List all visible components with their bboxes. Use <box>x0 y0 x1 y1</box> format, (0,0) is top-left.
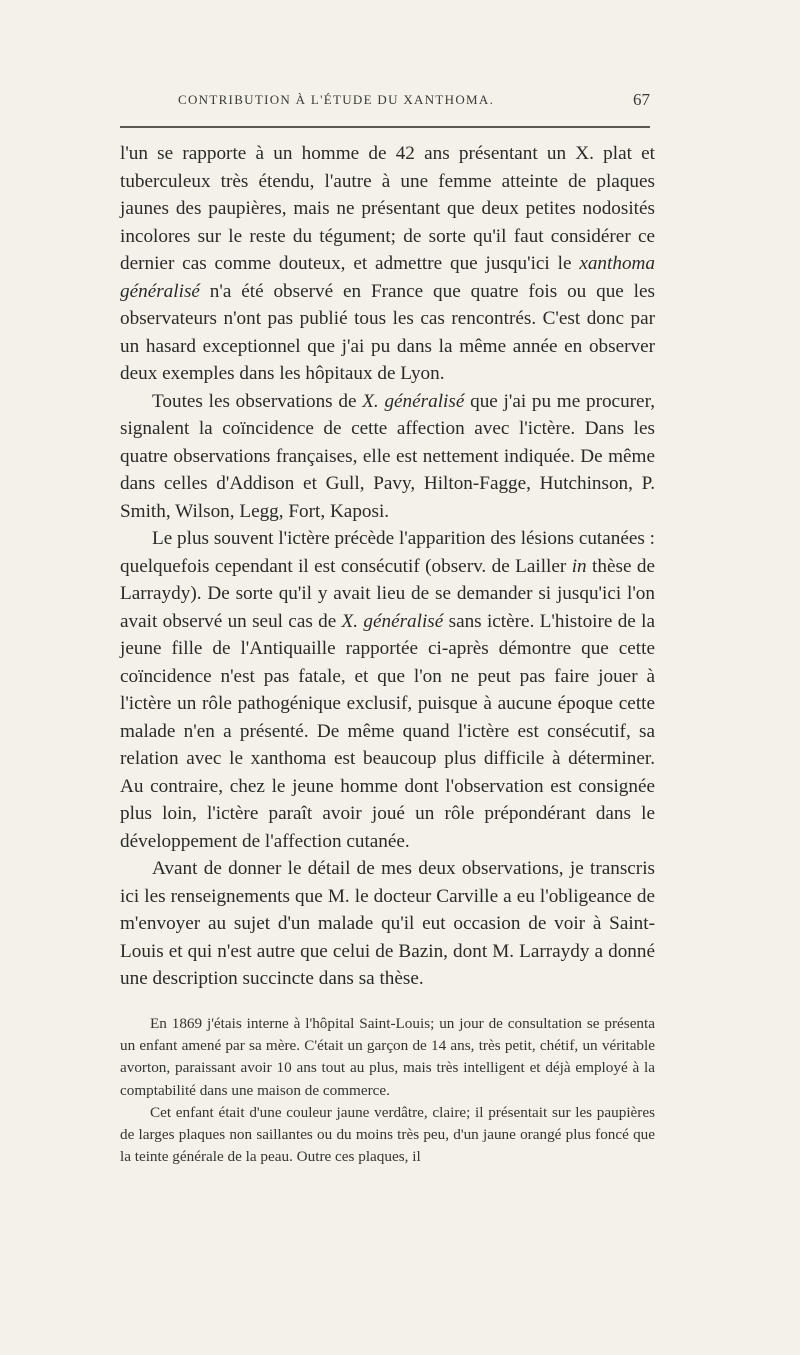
italic-term: X. généralisé <box>341 610 444 632</box>
text-segment: thèse de Larraydy). De sorte qu'il y avait lieu de se demander si jusqu'ici l'on avait observé un seul cas de <box>120 555 655 632</box>
note-paragraph: Cet enfant était d'une couleur jaune verdâtre, claire; il présentait sur les paupières de larges plaques non saillantes ou du moins très peu, d'un jaune orangé plus foncé que la teinte générale de la peau. Outre ces plaques, il <box>120 1103 655 1166</box>
page-header <box>120 92 650 114</box>
paragraph <box>120 388 655 526</box>
page-number: 67 <box>633 90 650 109</box>
note-paragraph: En 1869 j'étais interne à l'hôpital Saint-Louis; un jour de consultation se présenta un enfant amené par sa mère. C'était un garçon de 14 ans, très petit, chétif, un véritable avorton, paraissant avoir 10 ans tout au plus, mais très intelligent et déjà employé à la comptabilité dans une maison de commerce. <box>120 1015 655 1099</box>
text-segment: sans ictère. L'histoire de la jeune fille de l'Antiquaille rapportée ci-après démontre que cette coïncidence n'est pas fatale, et que l'on ne peut pas faire jouer à l'ictère un rôle pathogénique exclusif, puisque à aucune époque cette malade n'en a présenté. De même quand l'ictère est consécutif, sa relation avec le xanthoma est beaucoup plus difficile à déterminer. Au contraire, chez le jeune homme dont l'observation est consignée plus loin, l'ictère paraît avoir joué un rôle prépondérant dans le développement de l'affection cutanée. <box>120 610 655 852</box>
text-segment: Toutes les observations de <box>152 390 363 412</box>
text-segment: Le plus souvent l'ictère précède l'apparition des lésions cutanées : quelquefois cependant il est consécutif (observ. de Lailler <box>120 528 655 577</box>
italic-term: in <box>571 555 587 577</box>
text-segment: Avant de donner le détail de mes deux observations, je transcris ici les renseignements que M. le docteur Carville a eu l'obligeance de m'envoyer au sujet d'un malade qu'il eut occasion de voir à Saint-Louis et qui n'est autre que celui de Bazin, dont M. Larraydy a donné une description succincte dans sa thèse. <box>120 858 655 989</box>
paragraph <box>120 855 655 993</box>
paragraph <box>120 525 655 855</box>
paragraph <box>120 140 655 388</box>
text-segment: que j'ai pu me procurer, signalent la coïncidence de cette affection avec l'ictère. Dans les quatre observations françaises, elle est nettement indiquée. De même dans celles d'Addison et Gull, Pavy, Hilton-Fagge, Hutchinson, P. Smith, Wilson, Legg, Fort, Kaposi. <box>120 390 655 522</box>
running-title: CONTRIBUTION À L'ÉTUDE DU XANTHOMA. <box>178 92 495 107</box>
main-text-block <box>120 140 655 993</box>
italic-term: xanthoma généralisé <box>120 253 655 302</box>
text-segment: n'a été observé en France que quatre fois ou que les observateurs n'ont pas publié tous les cas rencontrés. C'est donc par un hasard exceptionnel que j'ai pu dans la même année en observer deux exemples dans les hôpitaux de Lyon. <box>120 280 655 384</box>
italic-term: X. généralisé <box>362 390 465 412</box>
text-segment: l'un se rapporte à un homme de 42 ans présentant un X. plat et tuberculeux très étendu, l'autre à une femme atteinte de plaques jaunes des paupières, mais ne présentant que deux petites nodosités incolores sur le reste du tégument; de sorte qu'il faut considérer ce dernier cas comme douteux, et admettre que jusqu'ici le <box>120 143 655 274</box>
header-rule <box>120 126 650 128</box>
note-text-block <box>120 1013 655 1168</box>
